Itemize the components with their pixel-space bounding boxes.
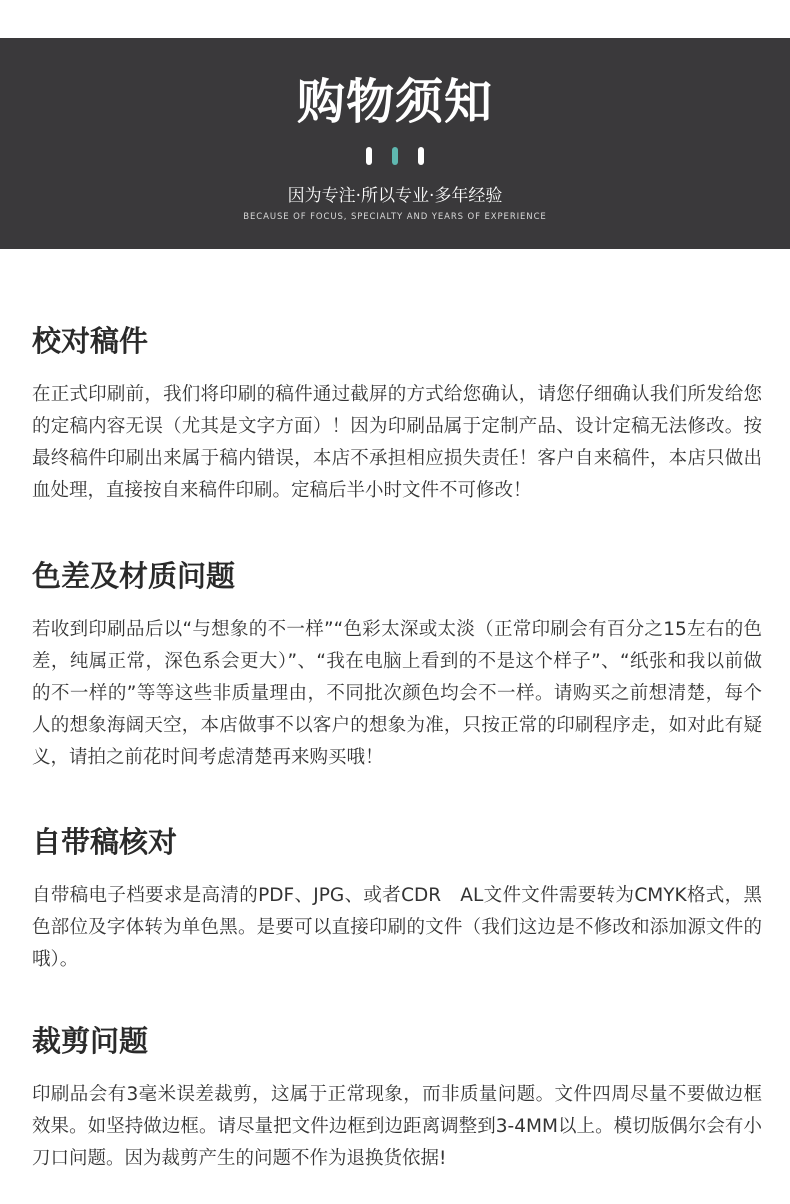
section-cutting [32,1023,762,1175]
section-heading: 裁剪问题 [32,1024,149,1058]
section-body: 若收到印刷品后以“与想象的不一样”“色彩太深或太淡（正常印刷会有百分之15左右的色差，纯属正常，深色系会更大）”、“我在电脑上看到的不是这个样子”、“纸张和我以前做的不一样的”等等这些非质量理由，不同批次颜色均会不一样。请购买之前想清楚，每个人的想象海阔天空，本店做事不以客户的想象为准，只按正常的印刷程序走，如对此有疑义，请拍之前花时间考虑清楚再来购买哦！ [32,619,762,768]
section-body: 在正式印刷前，我们将印刷的稿件通过截屏的方式给您确认，请您仔细确认我们所发给您的定稿内容无误（尤其是文字方面）！因为印刷品属于定制产品、设计定稿无法修改。按最终稿件印刷出来属于稿内错误，本店不承担相应损失责任！客户自来稿件，本店只做出血处理，直接按自来稿件印刷。定稿后半小时文件不可修改！ [32,384,762,501]
dot-center-icon [392,147,398,165]
header-subtitle-english: BECAUSE OF FOCUS, SPECIALTY AND YEARS OF EXPERIENCE [243,212,547,222]
header-banner [0,38,790,249]
page-title: 购物须知 [296,74,493,130]
section-color-material [32,558,762,774]
dot-right-icon [418,147,424,165]
section-proofreading [32,323,762,507]
section-body: 自带稿电子档要求是高清的PDF、JPG、或者CDR AL文件文件需要转为CMYK格式，黑色部位及字体转为单色黑。是要可以直接印刷的文件（我们这边是不修改和添加源文件的哦）。 [32,885,762,970]
section-heading: 校对稿件 [32,324,149,358]
section-heading: 色差及材质问题 [32,559,236,593]
section-body: 印刷品会有3毫米误差裁剪，这属于正常现象，而非质量问题。文件四周尽量不要做边框效果。如坚持做边框。请尽量把文件边框到边距离调整到3-4MM以上。模切版偶尔会有小刀口问题。因为裁剪产生的问题不作为退换货依据! [32,1084,762,1169]
section-heading: 自带稿核对 [32,825,178,859]
section-own-file-check [32,824,762,976]
header-subtitle: 因为专注·所以专业·多年经验 [287,186,503,206]
dot-left-icon [366,147,372,165]
decorative-dots [0,147,790,165]
